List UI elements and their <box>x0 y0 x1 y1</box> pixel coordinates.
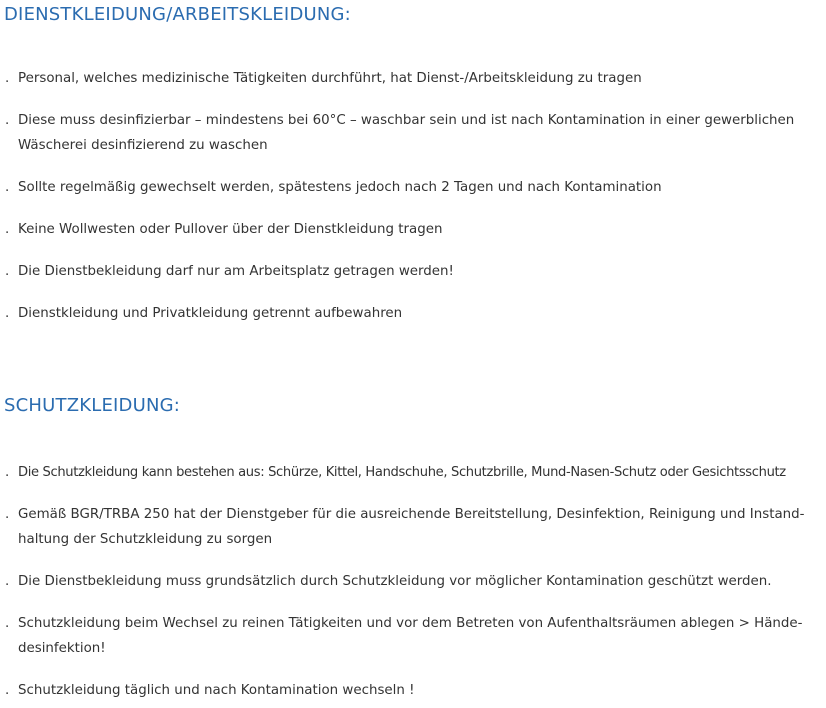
list-item-text: Die Dienstbekleidung muss grundsätzlich durch Schutzkleidung vor möglicher Kontamination geschützt werden. <box>18 574 772 589</box>
list-item <box>0 611 822 661</box>
list-item <box>0 259 822 284</box>
bullet-marker: . <box>5 264 10 279</box>
list-item <box>0 175 822 200</box>
schutzkleidung-list <box>0 460 822 703</box>
bullet-marker: . <box>5 306 10 321</box>
bullet-marker: . <box>5 222 10 237</box>
list-item <box>0 460 822 485</box>
list-item <box>0 502 822 552</box>
list-item-text: Dienstkleidung und Privatkleidung getrennt aufbewahren <box>18 306 403 321</box>
list-item-text: Diese muss desinfizierbar – mindestens bei 60°C – waschbar sein und ist nach Kontamination in einer gewerblichen Wäscherei desinfizierend zu waschen <box>18 113 795 153</box>
list-item-text: Die Dienstbekleidung darf nur am Arbeitsplatz getragen werden! <box>18 264 454 279</box>
list-item-text: Schutzkleidung beim Wechsel zu reinen Tätigkeiten und vor dem Betreten von Aufenthaltsräumen ablegen > Händedesinfektion! <box>18 616 803 656</box>
bullet-marker: . <box>5 683 10 698</box>
list-item <box>0 108 822 158</box>
bullet-marker: . <box>5 574 10 589</box>
list-item <box>0 678 822 703</box>
bullet-marker: . <box>5 507 10 522</box>
bullet-marker: . <box>5 113 10 128</box>
dienstkleidung-list <box>0 66 822 326</box>
bullet-marker: . <box>5 71 10 86</box>
list-item-text: Die Schutzkleidung kann bestehen aus: Schürze, Kittel, Handschuhe, Schutzbrille, Mund-Nasen-Schutz oder Gesichtsschutz <box>18 465 786 480</box>
list-item-text: Personal, welches medizinische Tätigkeiten durchführt, hat Dienst-/Arbeitskleidung zu tragen <box>18 71 642 86</box>
list-item <box>0 66 822 91</box>
section-heading-schutzkleidung: SCHUTZKLEIDUNG: <box>4 395 181 416</box>
list-item <box>0 301 822 326</box>
bullet-marker: . <box>5 180 10 195</box>
list-item <box>0 217 822 242</box>
list-item-text: Sollte regelmäßig gewechselt werden, spätestens jedoch nach 2 Tagen und nach Kontamination <box>18 180 662 195</box>
bullet-marker: . <box>5 616 10 631</box>
section-heading-dienstkleidung: DIENSTKLEIDUNG/ARBEITSKLEIDUNG: <box>4 4 351 25</box>
list-item-text: Keine Wollwesten oder Pullover über der Dienstkleidung tragen <box>18 222 443 237</box>
list-item <box>0 569 822 594</box>
list-item-text: Schutzkleidung täglich und nach Kontamination wechseln ! <box>18 683 415 698</box>
list-item-text: Gemäß BGR/TRBA 250 hat der Dienstgeber für die ausreichende Bereitstellung, Desinfektion, Reinigung und Instandhaltung der Schutzkleidung zu sorgen <box>18 507 805 547</box>
bullet-marker: . <box>5 465 10 480</box>
